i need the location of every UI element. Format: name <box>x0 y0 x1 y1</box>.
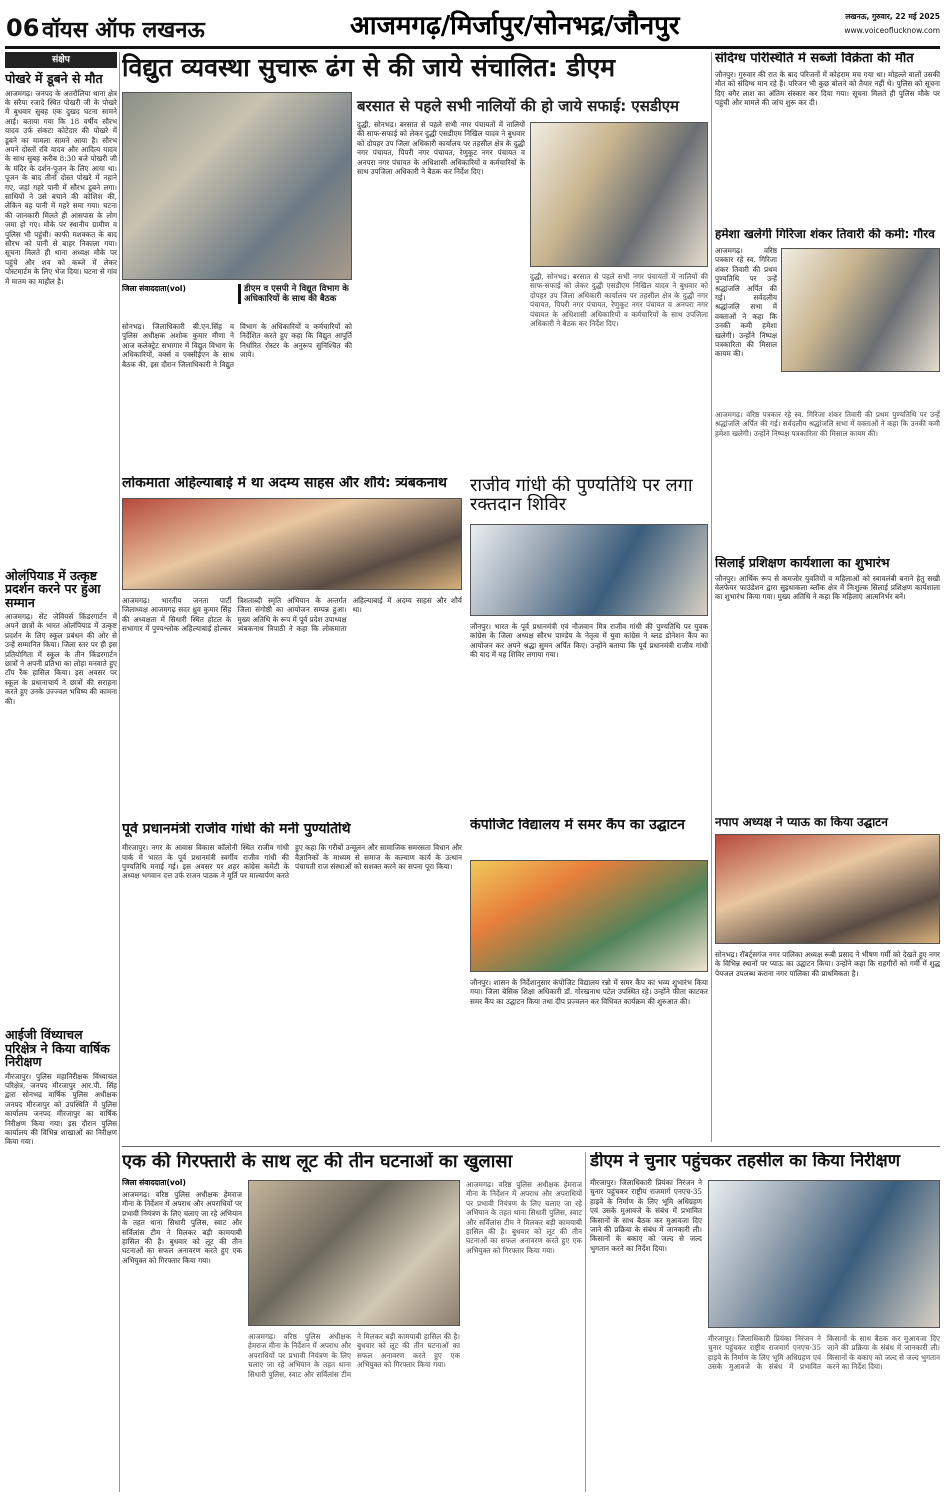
summer-camp-photo <box>470 860 708 972</box>
pyau-photo <box>715 834 940 944</box>
rajiv-anniversary-body: मीरजापुर। नगर के आवास विकास कॉलोनी स्थित राजीव गांधी पार्क में भारत के पूर्व प्रधानमंत्री स्वर्गीय राजीव गांधी की पुण्यतिथि मनाई गई। इस अवसर पर शहर कांग्रेस कमेटी के अध्यक्ष भगवान दत्त उर्फ राजन पाठक ने मूर्ति पर माल्यार्पण करते हुए कहा कि गरीबों उन्मूलन और सामाजिक समरसता विधान और वैज्ञानिकों के माध्यम से समाज के कल्याण कार्य के उत्थान पंचायती राज संस्थाओं को सशक्त करने का सपना पूरा किया। <box>122 843 462 881</box>
girija-story <box>715 228 940 548</box>
sewing-headline: सिलाई प्रशिक्षण कार्यशाला का शुभारंभ <box>715 556 890 570</box>
vegseller-headline: संदिग्ध परिस्थिति में सब्जी विक्रेता की मौत <box>715 52 914 66</box>
top-story-body-2b: दुद्धी, सोनभद्र। बरसात से पहले सभी नगर पंचायतों में नालियों की साफ-सफाई को लेकर दुद्धी एसडीएम निखिल यादव ने बुधवार को दोपहर उप जिला अधिकारी कार्यालय पर तहसील क्षेत्र के दुद्धी नगर पंचायत, पिपरी नगर पंचायत, रेणुकूट नगर पंचायत व अनपरा नगर पंचायत के अधिशासी अधिकारियों व कर्मचारियों के साथ उपजिला अधिकारी ने बैठक कर निर्देश दिए। <box>530 272 708 329</box>
brief-1-body: आजमगढ़। जनपद के अतरौलिया थाना क्षेत्र के सरैया रजादे स्थित पोखरी जी के पोखरे में बुधवार सुबह एक दुखद घटना सामने आई। बताया गया कि 18 वर्षीय सौरभ यादव उर्फ संकटा कोटेदार की पोखरे में डूबने का मामला सामने आया है। सौरभ अपने दोस्तों रवि यादव और आदित्य यादव के साथ सुबह करीब 8:30 बजे पोखरी जी के मंदिर के दर्शन-पूजन के लिए आया था। पूजन के बाद तीनों दोस्त पोखरे में नहाने गए, जहां गहरे पानी में सौरभ डूबने लगा। साथियों ने उसे बचाने की कोशिश की, लेकिन वह पानी में गहरे समा गया। घटना की जानकारी मिलते ही आसपास के लोग जमा हो गए। मौके पर स्थानीय ग्रामीण व पुलिस भी पहुंची। काफी मशक्कत के बाद सौरभ को पानी से बाहर निकाला गया। सूचना मिलते ही थाना अध्यक्ष मौके पर पहुंचे और शव को कब्जे में लेकर पोस्टमार्टम के लिए भेज दिया। घटना से गांव में मातम का माहौल है। <box>5 88 117 286</box>
blood-donation-photo <box>470 524 708 616</box>
top-story-byline: जिला संवाददाता(vol) <box>122 284 186 293</box>
sewing-story <box>715 556 940 812</box>
summer-camp-headline: कंपोजिट विद्यालय में समर कैंप का उद्घाटन <box>470 818 685 833</box>
girija-body-2: आजमगढ़। वरिष्ठ पत्रकार रहे स्व. गिरिजा शंकर तिवारी की प्रथम पुण्यतिथि पर उन्हें श्रद्धांजलि अर्पित की गई। सर्वदलीय श्रद्धांजलि सभा में वक्ताओं ने कहा कि उनकी कमी हमेशा खलेगी। उन्होंने निष्पक्ष पत्रकारिता की मिसाल कायम की। <box>715 410 940 438</box>
chunar-photo <box>708 1180 940 1328</box>
vegseller-story <box>715 52 940 224</box>
blood-donation-story <box>470 476 708 806</box>
girija-photo <box>781 248 940 372</box>
pyau-headline: नपाप अध्यक्ष ने प्याऊ का किया उद्घाटन <box>715 816 888 829</box>
top-story-body-1: सोनभद्र। जिलाधिकारी बी.एन.सिंह व पुलिस अधीक्षक अशोक कुमार मीणा ने आज कलेक्ट्रेट सभागार में विद्युत विभाग के अधिकारियों, वर्क्स व एक्सीईएन के साथ बैठक की, इस दौरान जिलाधिकारी ने विद्युत विभाग के अधिकारियों व कर्मचारियों को निर्देशित करते हुए कहा कि विद्युत आपूर्ति निर्धारित रोस्टर के अनुरूप सुनिश्चित की जाये। <box>122 322 352 369</box>
brief-2-headline: ओलंपियाड में उत्कृष्ट प्रदर्शन करने पर हुआ सम्मान <box>5 567 101 610</box>
section-rule-top <box>122 1146 940 1147</box>
ahilya-photo <box>122 498 462 590</box>
issue-date: लखनऊ, गुरुवार, 22 मई 2025 <box>845 12 940 21</box>
summer-camp-story <box>470 818 708 1148</box>
rajiv-anniversary-story <box>122 822 462 1142</box>
top-story-caption: डीएम व एसपी ने विद्युत विभाग के अधिकारियों के साथ की बैठक <box>238 284 352 304</box>
chunar-body-2: मीरजापुर। जिलाधिकारी प्रियंका निरंजन ने चुनार पहुंचकर राष्ट्रीय राजमार्ग एनएच-35 हाइवे के निर्माण के लिए भूमि अधिग्रहण एवं उसके मुआवजे के संबंध में प्रभावित किसानों के साथ बैठक कर मुआवजा दिए जाने की प्रक्रिया के संबंध में जानकारी ली। किसानों के बकाए को जल्द से जल्द भुगतान करने का निर्देश दिया। <box>708 1334 940 1372</box>
column-divider <box>119 52 120 1492</box>
sewing-body: जौनपुर। आर्थिक रूप से कमजोर युवतियों व महिलाओं को स्वावलंबी बनाने हेतु सखी वेलफेयर फाउंडेशन द्वारा सुइथाकला ब्लॉक क्षेत्र में निःशुल्क सिलाई प्रशिक्षण कार्यशाला का शुभारंभ किया गया। मुख्य अतिथि ने कहा कि महिलाएं आत्मनिर्भर बनें। <box>715 573 940 602</box>
top-story-headline: विद्युत व्यवस्था सुचारू ढंग से की जाये संचालित: डीएम <box>122 53 616 82</box>
brief-3-body: मीरजापुर। पुलिस महानिरीक्षक विंध्याचल परिक्षेत्र, जनपद मीरजापुर आर.पी. सिंह द्वारा सोनभद्र वार्षिक पुलिस अधीक्षक जनपद मीरजापुर को उपस्थिति में पुलिस कार्यालय जनपद मीरजापुर का वार्षिक निरीक्षण किया गया। इस दौरान पुलिस कार्यालय की विभिन्न शाखाओं का निरीक्षण किया गया। <box>5 1071 117 1147</box>
loot-body-2: आजमगढ़। वरिष्ठ पुलिस अधीक्षक हेमराज मीना के निर्देशन में अपराध और अपराधियों पर प्रभावी नियंत्रण के लिए चलाए जा रहे अभियान के तहत थाना सिधारी पुलिस, स्वाट और सर्विलांस टीम ने मिलकर बड़ी कामयाबी हासिल की है। बुधवार को लूट की तीन घटनाओं का सफल अनावरण करते हुए एक अभियुक्त को गिरफ्तार किया गया। <box>248 1332 460 1379</box>
blood-donation-headline: राजीव गांधी की पुण्यतिथि पर लगा रक्तदान शिविर <box>470 476 693 516</box>
top-story-photo-2 <box>530 122 708 267</box>
chunar-headline: डीएम ने चुनार पहुंचकर तहसील का किया निरीक्षण <box>590 1152 900 1171</box>
brief-column <box>5 52 117 1492</box>
masthead <box>0 0 945 48</box>
brief-2-body: आजमगढ़। सेंट जेवियर्स किंडरगार्टन में अपने छात्रों के भारत ओलंपियाड में उत्कृष्ट प्रदर्शन के लिए स्कूल प्रबंधन की ओर से उन्हें सम्मानित किया। जिला स्तर पर ही इस प्रतियोगिता में स्कूल के तीन किंडरगार्टन छात्रों ने अपनी प्रतिभा का लोहा मनवाते हुए टॉप रैंक हासिल किया। इस अवसर पर स्कूल के प्रधानाचार्य ने छात्रों की सराहना करते हुए उनके उज्ज्वल भविष्य की कामना की। <box>5 612 117 706</box>
top-story-subheadline: बरसात से पहले सभी नालियों की हो जाये सफाई: एसडीएम <box>357 97 680 115</box>
brief-1-headline: पोखरे में डूबने से मौत <box>5 71 103 86</box>
loot-byline: जिला संवाददाता(vol) <box>122 1178 186 1187</box>
brief-label: संक्षेप <box>5 52 117 68</box>
girija-headline: हमेशा खलेगी गिरिजा शंकर तिवारी की कमी: गौरव <box>715 228 935 241</box>
page-number: 06 <box>6 14 40 42</box>
loot-photo <box>248 1180 460 1326</box>
loot-headline: एक की गिरफ्तारी के साथ लूट की तीन घटनाओं का खुलासा <box>122 1152 513 1172</box>
loot-body-3: आजमगढ़। वरिष्ठ पुलिस अधीक्षक हेमराज मीना के निर्देशन में अपराध और अपराधियों पर प्रभावी नियंत्रण के लिए चलाए जा रहे अभियान के तहत थाना सिधारी पुलिस, स्वाट और सर्विलांस टीम ने मिलकर बड़ी कामयाबी हासिल की है। बुधवार को लूट की तीन घटनाओं का सफल अनावरण करते हुए एक अभियुक्त को गिरफ्तार किया गया। <box>466 1180 582 1255</box>
masthead-rule <box>5 46 940 49</box>
brief-3-headline: आईजी विंध्याचल परिक्षेत्र ने किया वार्षिक निरीक्षण <box>5 1027 110 1069</box>
chunar-story <box>590 1152 940 1492</box>
top-story-body-2: दुद्धी, सोनभद्र। बरसात से पहले सभी नगर पंचायतों में नालियों की साफ-सफाई को लेकर दुद्धी एसडीएम निखिल यादव ने बुधवार को दोपहर उप जिला अधिकारी कार्यालय पर तहसील क्षेत्र के दुद्धी नगर पंचायत, पिपरी नगर पंचायत, रेणुकूट नगर पंचायत व अनपरा नगर पंचायत के अधिशासी अधिकारियों व कर्मचारियों के साथ उपजिला अधिकारी ने बैठक कर निर्देश दिए। <box>357 120 525 177</box>
website-link[interactable]: www.voiceoflucknow.com <box>844 26 940 35</box>
ahilya-headline: लोकमाता अहिल्याबाई में था अदम्य साहस और शौर्य: त्र्यंबकनाथ <box>122 476 447 491</box>
chunar-body: मीरजापुर। जिलाधिकारी प्रियंका निरंजन ने चुनार पहुंचकर राष्ट्रीय राजमार्ग एनएच-35 हाइवे के निर्माण के लिए भूमि अधिग्रहण एवं उसके मुआवजे के संबंध में प्रभावित किसानों के साथ बैठक कर मुआवजा दिए जाने की प्रक्रिया के संबंध में जानकारी ली। किसानों के बकाए को जल्द से जल्द भुगतान करने का निर्देश दिया। <box>590 1178 702 1253</box>
blood-donation-body: जौनपुर। भारत के पूर्व प्रधानमंत्री एवं नौजवान मित्र राजीव गांधी की पुण्यतिथि पर युवक कांग्रेस के जिला अध्यक्ष सौरभ पाण्डेय के नेतृत्व में युवा कांग्रेस ने ब्लड डोनेशन कैंप का आयोजन कर अपने श्रद्धा सुमन अर्पित किए। उन्होंने बताया कि पूर्व प्रधानमंत्री राजीव गांधी की याद में यह शिविर लगाया गया। <box>470 622 708 660</box>
summer-camp-body: जौनपुर। शासन के निर्देशानुसार कंपोजिट विद्यालय रन्नो में समर कैंप का भव्य शुभारंभ किया गया। जिला बेसिक शिक्षा अधिकारी डॉ. गोरखनाथ पटेल उपस्थित रहे। उन्होंने फीता काटकर समर कैंप का उद्घाटन किया तथा दीप प्रज्वलन कर विधिवत कार्यक्रम की शुरुआत की। <box>470 978 708 1006</box>
top-story <box>122 52 708 472</box>
vegseller-body: जौनपुर। गुरुवार की रात के बाद परिजनों में कोहराम मच गया था। मोहल्ले वालों उसकी मौत को संदिग्ध मान रहे हैं। परिजन भी कुछ बोलने को तैयार नहीं थे। पुलिस को सूचना दिए बगैर लाश का अंतिम संस्कार कर दिया गया। सूचना मिलते ही पुलिस मौके पर पहुंची और मामले की जांच शुरू कर दी। <box>715 70 940 108</box>
girija-body: आजमगढ़। वरिष्ठ पत्रकार रहे स्व. गिरिजा शंकर तिवारी की प्रथम पुण्यतिथि पर उन्हें श्रद्धांजलि अर्पित की गई। सर्वदलीय श्रद्धांजलि सभा में वक्ताओं ने कहा कि उनकी कमी हमेशा खलेगी। उन्होंने निष्पक्ष पत्रकारिता की मिसाल कायम की। <box>715 246 777 359</box>
ahilya-story <box>122 476 462 816</box>
ahilya-body: आजमगढ़। भारतीय जनता पार्टी जिलाध्यक्ष आजमगढ़ सदर ध्रुव कुमार सिंह की अध्यक्षता में सिधारी स्थित होटल के सभागार में पुण्यश्लोक अहिल्याबाई होल्कर त्रिशताब्दी स्मृति अभियान के अन्तर्गत जिला संगोष्ठी का आयोजन सम्पन्न हुआ। मुख्य अतिथि के रूप में पूर्व प्रदेश उपाध्यक्ष त्र्यंबकनाथ त्रिपाठी ने कहा कि लोकमाता अहिल्याबाई में अदम्य साहस और शौर्य था। <box>122 596 462 634</box>
bottom-divider <box>585 1152 586 1492</box>
paper-name: वॉयस ऑफ लखनऊ <box>42 18 205 42</box>
rajiv-anniversary-headline: पूर्व प्रधानमंत्री राजीव गांधी की मनी पुण्यतिथि <box>122 822 351 837</box>
loot-body: आजमगढ़। वरिष्ठ पुलिस अधीक्षक हेमराज मीना के निर्देशन में अपराध और अपराधियों पर प्रभावी नियंत्रण के लिए चलाए जा रहे अभियान के तहत थाना सिधारी पुलिस, स्वाट और सर्विलांस टीम ने मिलकर बड़ी कामयाबी हासिल की है। बुधवार को लूट की तीन घटनाओं का सफल अनावरण करते हुए एक अभियुक्त को गिरफ्तार किया गया। <box>122 1190 242 1265</box>
pyau-body: सोनभद्र। रॉबर्ट्सगंज नगर पालिका अध्यक्ष रूबी प्रसाद ने भीषण गर्मी को देखते हुए नगर के विभिन्न स्थानों पर प्याऊ का उद्घाटन किया। उन्होंने कहा कि राहगीरों को गर्मी में शुद्ध पेयजल उपलब्ध कराना नगर पालिका की प्राथमिकता है। <box>715 950 940 978</box>
loot-story <box>122 1152 582 1492</box>
pyau-story <box>715 816 940 1146</box>
top-story-photo <box>122 92 352 280</box>
right-column-divider <box>711 52 712 1142</box>
region-title: आजमगढ़/मिर्जापुर/सोनभद्र/जौनपुर <box>350 11 680 41</box>
